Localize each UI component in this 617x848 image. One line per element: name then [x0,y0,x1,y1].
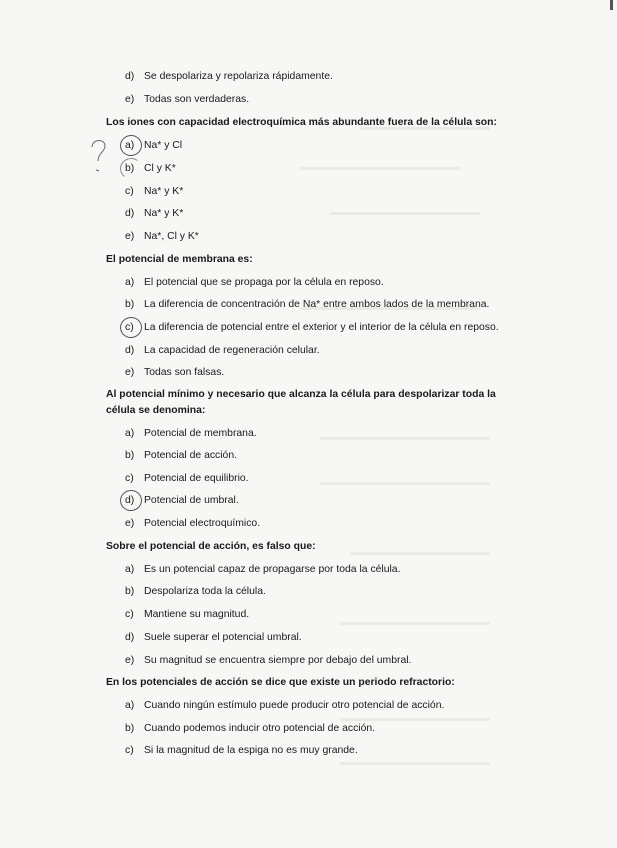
question-title: Al potencial mínimo y necesario que alcanza la célula para despolarizar toda la célula se denomina: [106,389,496,416]
option-letter: d) [125,208,135,219]
option[interactable] [125,699,545,712]
option[interactable] [125,230,545,243]
option[interactable] [125,162,545,175]
option-text: Na* y Cl [144,140,183,151]
option-letter: d) [125,495,135,506]
option-letter: e) [125,231,135,242]
option-letter: e) [125,655,135,666]
option-text: Mantiene su magnitud. [144,609,250,620]
option-letter: b) [125,163,135,174]
option[interactable] [125,608,545,621]
option-letter: c) [125,473,134,484]
option[interactable] [125,207,545,220]
option-text: Todas son falsas. [144,367,225,378]
option-text: Na* y K* [144,186,184,197]
option[interactable] [125,654,545,667]
option[interactable] [125,449,545,462]
bleed-through [340,718,490,721]
question-title: En los potenciales de acción se dice que existe un periodo refractorio: [106,677,455,688]
option-text: La capacidad de regeneración celular. [144,345,320,356]
option-letter: a) [125,140,135,151]
option-text: Na* y K* [144,208,184,219]
option[interactable] [125,472,545,485]
option-text: Potencial de equilibrio. [144,473,249,484]
option-letter: c) [125,609,134,620]
option[interactable] [125,494,545,507]
option-text: Es un potencial capaz de propagarse por toda la célula. [144,564,401,575]
option-text: Na*, Cl y K* [144,231,199,242]
option-letter: c) [125,745,134,756]
option[interactable] [125,427,545,440]
scan-edge-mark [610,0,613,10]
option-letter: b) [125,586,135,597]
option-text: Si la magnitud de la espiga no es muy grande. [144,745,358,756]
option-letter: e) [125,367,135,378]
option[interactable] [125,185,545,198]
option-letter: e) [125,94,135,105]
option[interactable] [125,517,545,530]
option-text: Cuando podemos inducir otro potencial de acción. [144,723,376,734]
option-letter: d) [125,345,135,356]
option-letter: d) [125,632,135,643]
option[interactable] [125,366,545,379]
option-letter: d) [125,71,135,82]
option-text: Cuando ningún estímulo puede producir otro potencial de acción. [144,700,445,711]
option-text: El potencial que se propaga por la célula en reposo. [144,277,384,288]
option[interactable] [125,585,545,598]
option[interactable] [125,344,545,357]
option[interactable] [125,93,545,106]
question-title: Sobre el potencial de acción, es falso que: [106,541,316,552]
option-letter: a) [125,564,135,575]
option[interactable] [125,276,545,289]
option-letter: b) [125,723,135,734]
option-text: Cl y K* [144,163,176,174]
option-text: La diferencia de concentración de Na* entre ambos lados de la membrana. [144,299,490,310]
bleed-through [350,552,490,555]
option-letter: a) [125,277,135,288]
option[interactable] [125,744,545,757]
handwritten-question-mark [88,137,110,177]
option-letter: c) [125,186,134,197]
option[interactable] [125,321,545,334]
option[interactable] [125,139,545,152]
bleed-through [340,762,490,765]
option-letter: c) [125,322,134,333]
option-text: Su magnitud se encuentra siempre por debajo del umbral. [144,655,412,666]
bleed-through [340,622,490,625]
option[interactable] [125,631,545,644]
option-text: Se despolariza y repolariza rápidamente. [144,71,333,82]
option[interactable] [125,722,545,735]
option-text: Despolariza toda la célula. [144,586,266,597]
option-text: Suele superar el potencial umbral. [144,632,302,643]
option-text: Potencial de membrana. [144,428,257,439]
option[interactable] [125,298,545,311]
option-letter: b) [125,299,135,310]
option[interactable] [125,70,545,83]
option-text: Todas son verdaderas. [144,94,250,105]
option-text: Potencial de umbral. [144,495,239,506]
question-title: Los iones con capacidad electroquímica más abundante fuera de la célula son: [106,117,497,128]
option-letter: a) [125,700,135,711]
option-letter: a) [125,428,135,439]
option-text: La diferencia de potencial entre el exterior y el interior de la célula en reposo. [144,322,499,333]
option[interactable] [125,563,545,576]
question-title: El potencial de membrana es: [106,254,253,265]
option-text: Potencial de acción. [144,450,237,461]
option-letter: b) [125,450,135,461]
option-text: Potencial electroquímico. [144,518,261,529]
option-letter: e) [125,518,135,529]
